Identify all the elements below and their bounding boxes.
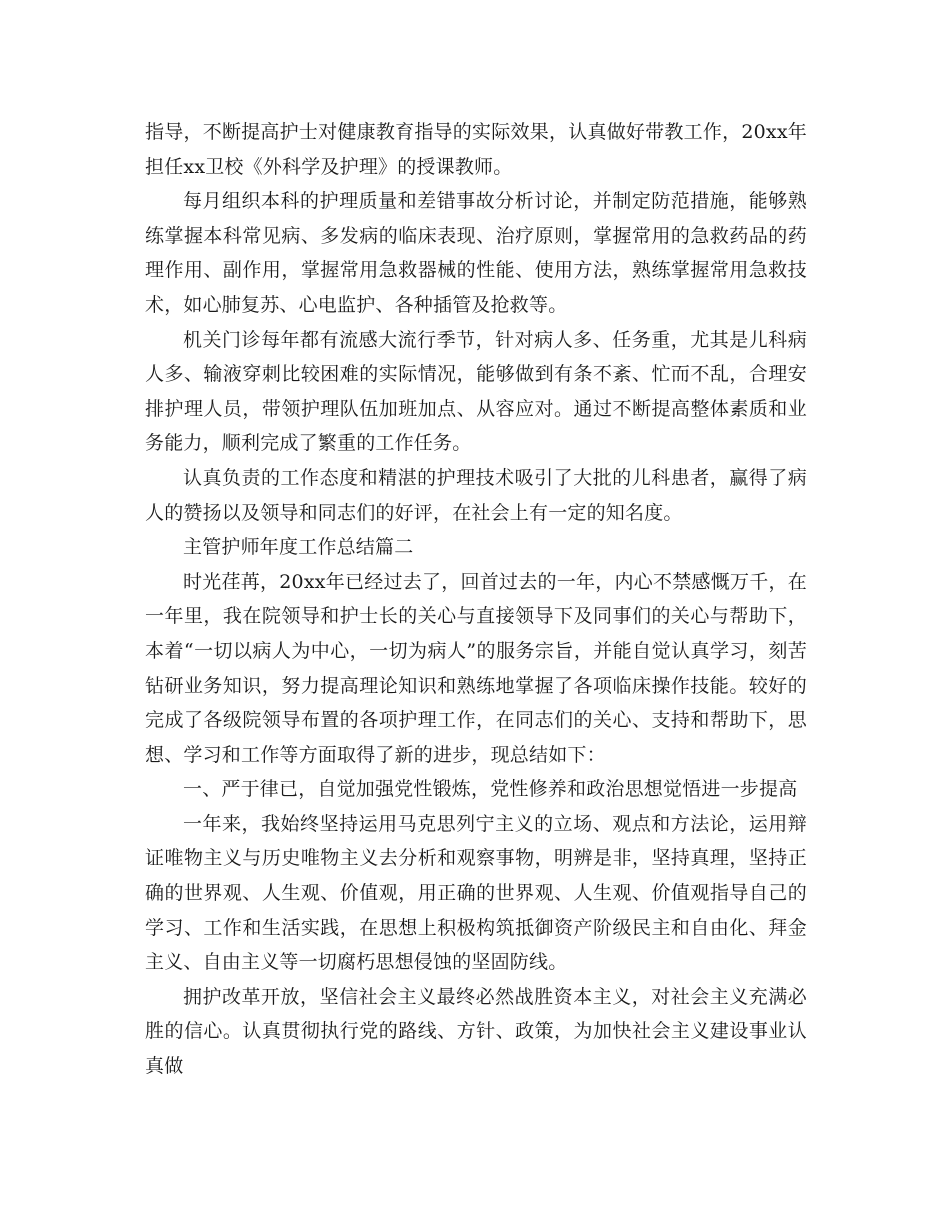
paragraph-5: 时光荏苒，20xx年已经过去了，回首过去的一年，内心不禁感慨万千，在一年里，我在院领导和护士长的关心与直接领导下及同事们的关心与帮助下，本着“一切以病人为中心，一切为病人”的服务宗旨，并能自觉认真学习，刻苦钻研业务知识，努力提高理论知识和熟练地掌握了各项临床操作技能。较好的完成了各级院领导布置的各项护理工作，在同志们的关心、支持和帮助下，思想、学习和工作等方面取得了新的进步，现总结如下： xyxy=(145,570,807,766)
paragraph-4: 认真负责的工作态度和精湛的护理技术吸引了大批的儿科患者，赢得了病人的赞扬以及领导和同志们的好评，在社会上有一定的知名度。 xyxy=(145,466,807,524)
paragraph-3: 机关门诊每年都有流感大流行季节，针对病人多、任务重，尤其是儿科病人多、输液穿刺比较困难的实际情况，能够做到有条不紊、忙而不乱，合理安排护理人员，带领护理队伍加班加点、从容应对。通过不断提高整体素质和业务能力，顺利完成了繁重的工作任务。 xyxy=(145,328,807,455)
paragraph-2: 每月组织本科的护理质量和差错事故分析讨论，并制定防范措施，能够熟练掌握本科常见病、多发病的临床表现、治疗原则，掌握常用的急救药品的药理作用、副作用，掌握常用急救器械的性能、使用方法，熟练掌握常用急救技术，如心肺复苏、心电监护、各种插管及抢救等。 xyxy=(145,190,807,316)
subsection-heading-1: 一、严于律已，自觉加强党性锻炼，党性修养和政治思想觉悟进一步提高 xyxy=(183,778,798,801)
paragraph-6: 一年来，我始终坚持运用马克思列宁主义的立场、观点和方法论，运用辩证唯物主义与历史唯物主义去分析和观察事物，明辨是非，坚持真理，坚持正确的世界观、人生观、价值观，用正确的世界观、人生观、价值观指导自己的学习、工作和生活实践，在思想上积极构筑抵御资产阶级民主和自由化、拜金主义、自由主义等一切腐朽思想侵蚀的坚固防线。 xyxy=(145,812,807,974)
paragraph-7: 拥护改革开放，坚信社会主义最终必然战胜资本主义，对社会主义充满必胜的信心。认真贯彻执行党的路线、方针、政策，为加快社会主义建设事业认真做 xyxy=(145,985,807,1078)
paragraph-1: 指导，不断提高护士对健康教育指导的实际效果，认真做好带教工作，20xx年担任xx卫校《外科学及护理》的授课教师。 xyxy=(145,121,807,178)
section-heading-2: 主管护师年度工作总结篇二 xyxy=(183,536,414,559)
document-body xyxy=(145,115,807,1084)
